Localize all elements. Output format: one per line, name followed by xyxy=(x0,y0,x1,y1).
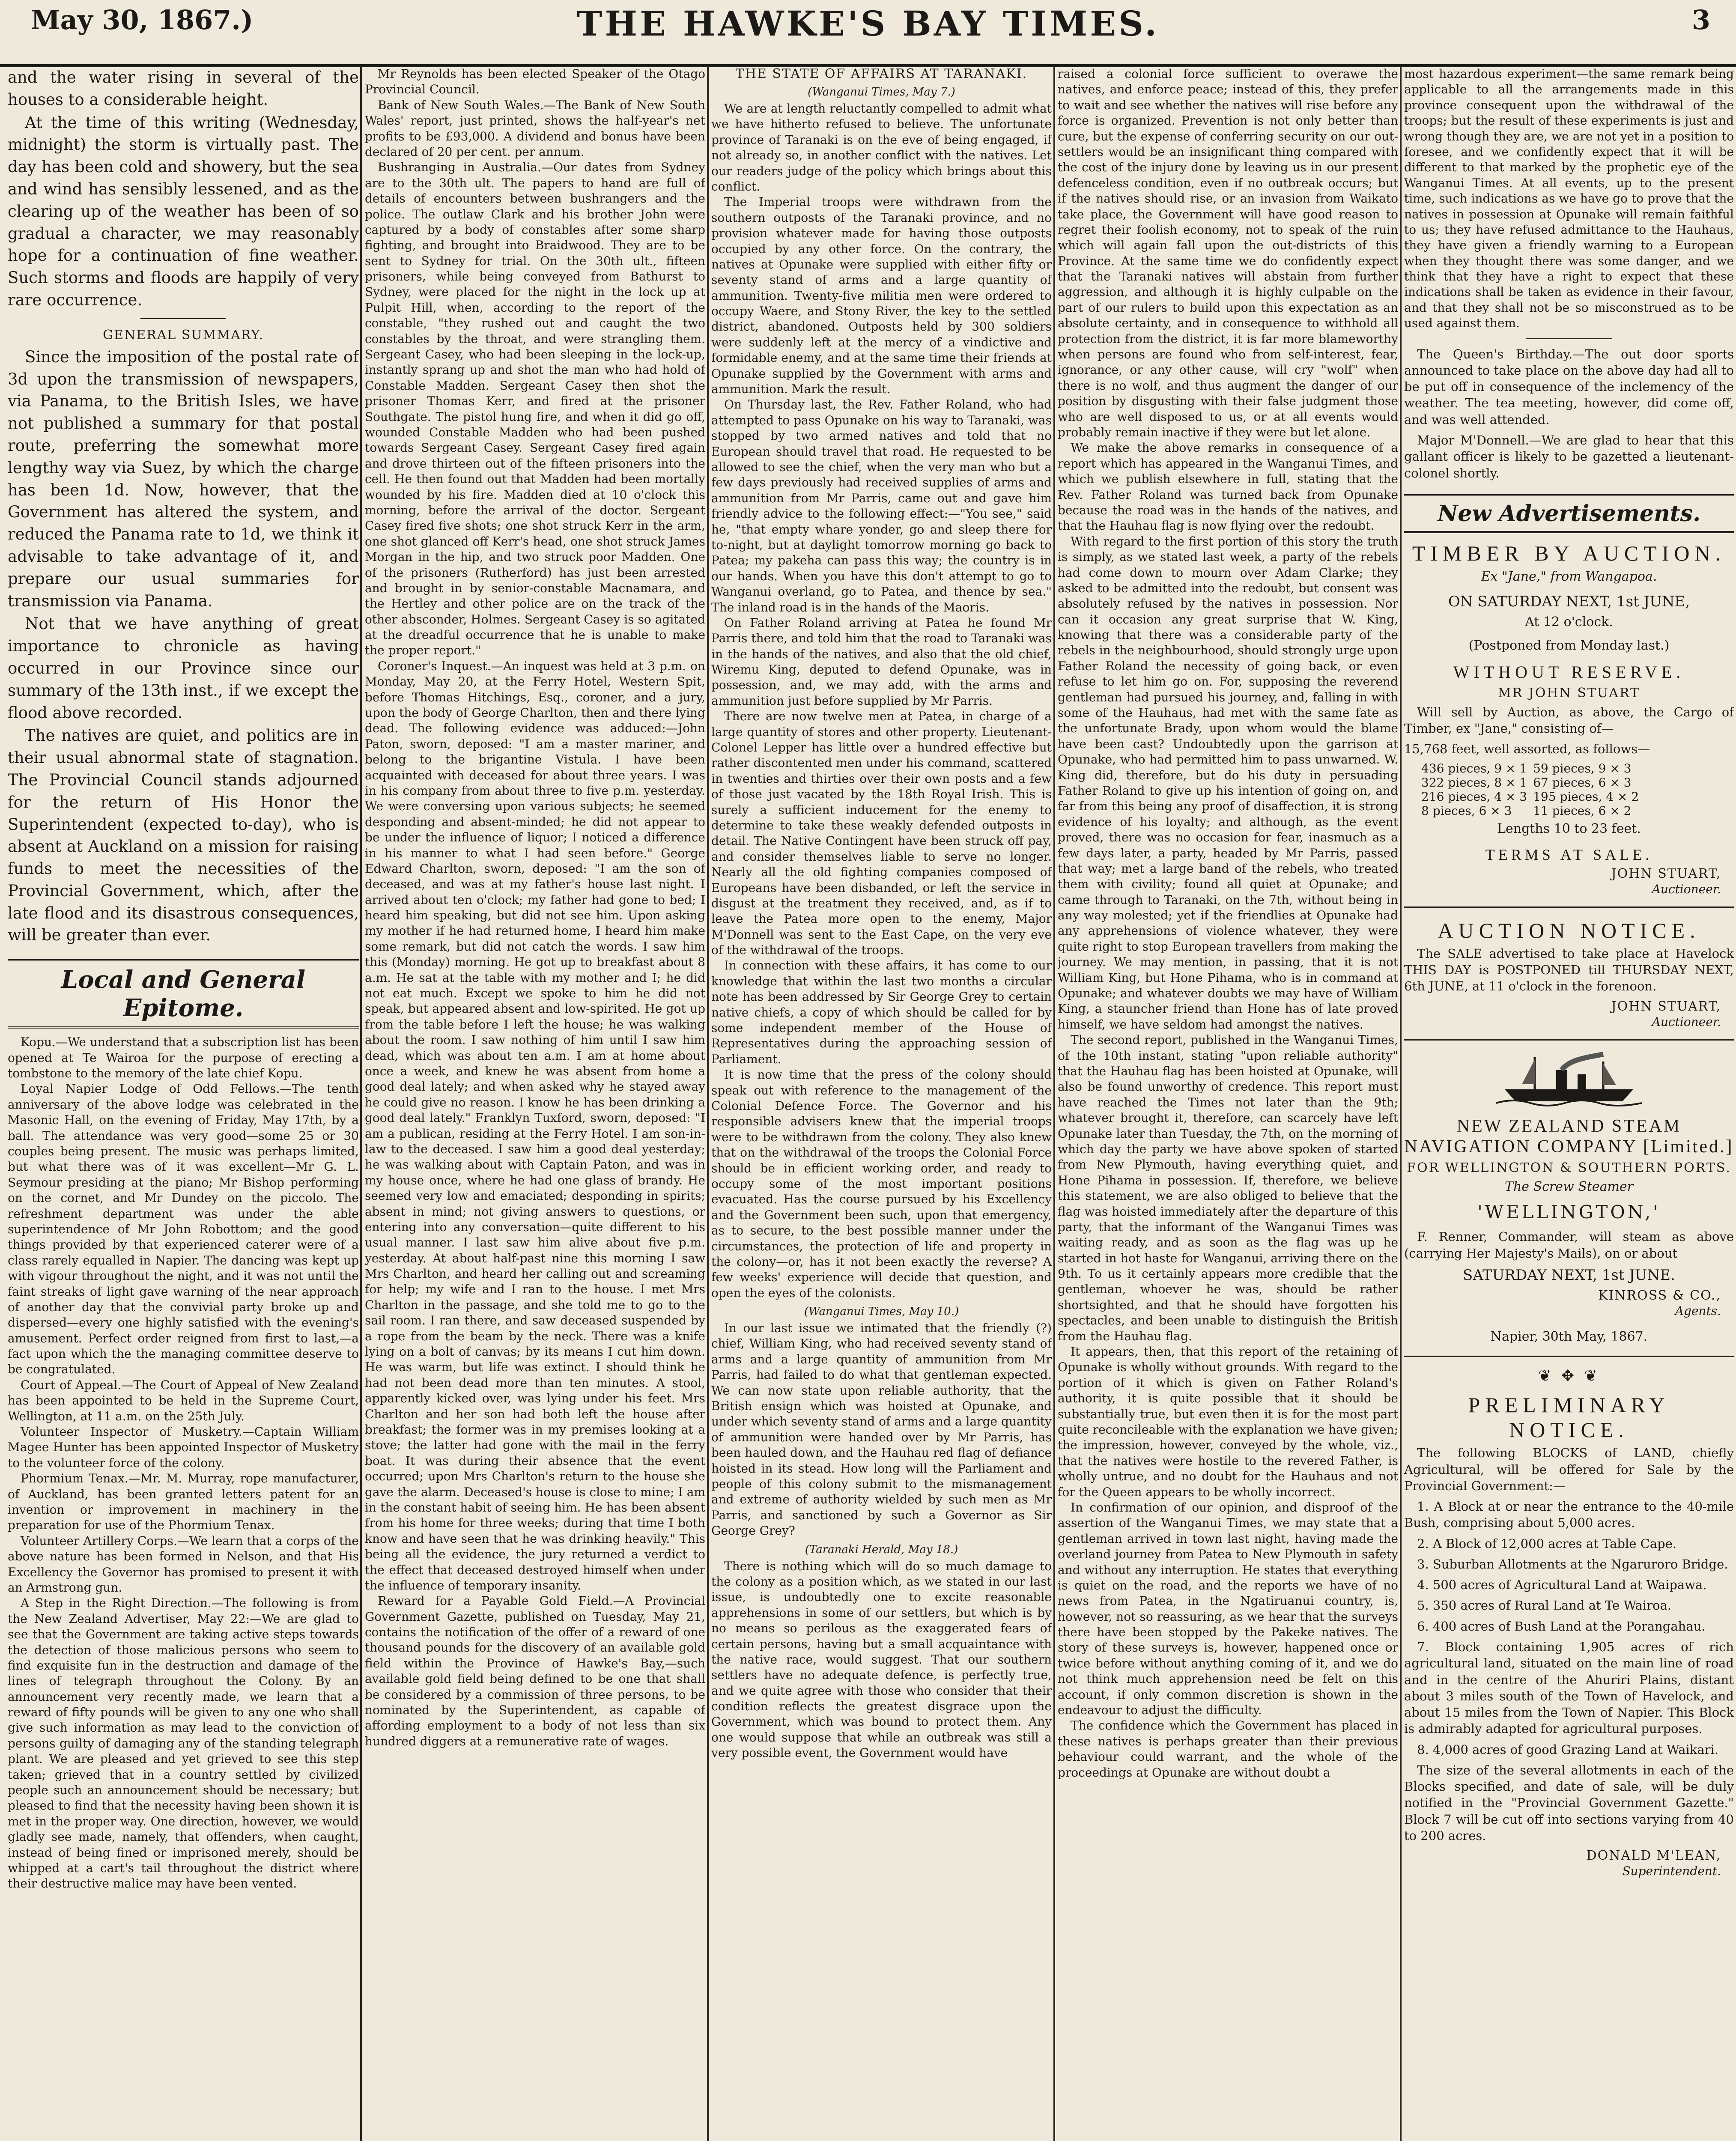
timber-auction-ad xyxy=(1404,541,1734,896)
section-heading: Local and General Epitome. xyxy=(8,959,359,1029)
table-cell: 436 pieces, 9 × 1 xyxy=(1421,761,1527,776)
column-1 xyxy=(8,66,359,2141)
column-rule xyxy=(1053,66,1055,2141)
news-item: Coroner's Inquest.—An inquest was held at 3 p.m. on Monday, May 20, at the Ferry Hotel, Western Spit, before Thomas Hitchings, Esq., coroner, and a jury, upon the body of George Charlton, then and there lying dead. The following evidence was adduced:—John Paton, sworn, deposed: "I am a master mariner, and belong to the brigantine Vistula. I have been acquainted with deceased for about three years. I was in his company from about three to five p.m. yesterday. We were conversing upon various subjects; he seemed desponding and absent-minded; he did not appear to be under the influence of liquor; I noticed a difference in his manner to what I had seen before." George Edward Charlton, sworn, deposed: "I am the son of deceased, and was at my father's house last night. I arrived about ten o'clock; my father had gone to bed; I heard him speaking, but did not see him. Upon asking my mother if he had returned home, I heard him make some remark, but did not catch the words. I saw him this (Monday) morning. He got up to breakfast about 8 a.m. He sat at the table with my mother and I; he did not eat much. Except we spoke to him he did not speak, but appeared absent and low-spirited. He got up from the table before I left the house; he was walking about the room. I saw nothing of him until I saw him dead, which was about ten a.m. I am at home about once a week, and knew he was absent from home a good deal lately; and when asked why he stayed away he could give no reason. I know he has been drinking a good deal lately." Franklyn Tuxford, sworn, deposed: "I am a publican, residing at the Ferry Hotel. I am son-in-law to the deceased. I saw him a good deal yesterday; he was walking about with Captain Paton, and was in my house once, where he had one glass of brandy. He seemed very low and emaciated; desponding in spirits; absent in mind; not giving answers to questions, or entering into any conversation—quite different to his usual manner. I last saw him alive about five p.m. yesterday. At about half-past nine this morning I saw Mrs Charlton, and heard her calling out and screaming for help; my wife and I ran to the house. I met Mrs Charlton in the passage, and she told me to go to the sail room. I ran there, and saw deceased suspended by a rope from the beam by the neck. There was a knife lying on a bolt of canvas; by its means I cut him down. He was warm, but life was extinct. I should think he had not been dead more than ten minutes. A stool, apparently kicked over, was lying under his feet. Mrs Charlton and her son had both left the house after breakfast; the former was in my premises looking at a stove; the latter had gone with the mail in the ferry boat. It was during their absence that the event occurred; upon Mrs Charlton's return to the house she gave the alarm. Deceased's house is close to mine; I am in the constant habit of seeing him. He has been absent from his home for three weeks; during that time I both know and have seen that he was drinking heavily." This being all the evidence, the jury returned a verdict to the effect that deceased destroyed himself when under the influence of temporary insanity. xyxy=(365,659,705,1592)
table-row xyxy=(1421,761,1645,775)
article-paragraph: In our last issue we intimated that the friendly (?) chief, William King, who had received seventy stand of arms and a large quantity of ammunition from Mr Parris, had failed to do what that gentleman expected. We can now state upon reliable authority, that the British ensign which was hoisted at Opunake, and under which seventy stand of arms and a large quantity of ammunition were handed over by Mr Parris, has been hauled down, and the Hauhau red flag of defiance hoisted in its stead. How long will the Parliament and people of this colony submit to the mismanagement and extreme of authority wielded by such men as Mr Parris, and sanctioned by such a Governor as Sir George Grey? xyxy=(711,1321,1052,1538)
table-cell: 322 pieces, 8 × 1 xyxy=(1421,775,1527,790)
divider xyxy=(1526,338,1612,339)
list-item: 8. 4,000 acres of good Grazing Land at Waikari. xyxy=(1417,1742,1719,1757)
article-paragraph: The confidence which the Government has placed in these natives is perhaps greater than their previous behaviour could warrant, and the whole of the proceedings at Opunake are without doubt a xyxy=(1058,1718,1398,1780)
source-line: (Taranaki Herald, May 18.) xyxy=(805,1543,958,1556)
article-paragraph: Not that we have anything of great importance to chronicle as having occurred in our Province since our summary of the 13th inst., if we except the flood above recorded. xyxy=(8,614,359,722)
ad-body: The size of the several allotments in each of the Blocks specified, and date of sale, will be duly notified in the "Provincial Government Gazette." Block 7 will be cut off into sections varying from 40 to 200 acres. xyxy=(1404,1762,1734,1843)
list-item: 3. Suburban Allotments at the Ngaruroro Bridge. xyxy=(1417,1557,1728,1571)
news-item: Mr Reynolds has been elected Speaker of the Otago Provincial Council. xyxy=(365,67,705,97)
ad-signature: JOHN STUART, xyxy=(1611,999,1721,1014)
article-heading: THE STATE OF AFFAIRS AT TARANAKI. xyxy=(735,66,1028,81)
article-paragraph: The natives are quiet, and politics are in their usual abnormal state of stagnation. The Provincial Council stands adjourned for the return of His Honor the Superintendent (expected to-day), who is absent at Auckland on a mission for raising funds to meet the necessities of the Provincial Government, which, after the late flood and its disastrous consequences, will be greater than ever. xyxy=(8,726,359,945)
article-paragraph: Since the imposition of the postal rate of 3d upon the transmission of newspapers, via Panama, to the British Isles, we have not published a summary for that postal route, preferring the somewhat more lengthy way via Suez, by which the charge has been 1d. Now, however, that the Government has altered the system, and reduced the Panama rate to 1d, we think it advisable to take advantage of it, and prepare our usual summaries for transmission via Panama. xyxy=(8,347,359,610)
news-item: Volunteer Artillery Corps.—We learn that a corps of the above nature has been formed in Nelson, and that His Excellency the Governor has promised to present it with an Armstrong gun. xyxy=(8,1533,359,1595)
news-item: Bushranging in Australia.—Our dates from Sydney are to the 30th ult. The papers to hand are full of details of encounters between bushrangers and the police. The outlaw Clark and his brother John were captured by a body of constables after some sharp fighting, and brought into Braidwood. They are to be sent to Sydney for trial. On the 30th ult., fifteen prisoners, while being conveyed from Bathurst to Sydney, were placed for the night in the lock up at Pulpit Hill, when, according to the report of the constable, "they rushed out and caught the two constables by the throat, and were strangling them. Sergeant Casey, who had been sleeping in the lock-up, instantly sprang up and shot the man who had hold of Constable Madden. Sergeant Casey then shot the prisoner Thomas Kerr, and fired at the prisoner Southgate. The pistol hung fire, and when it did go off, wounded Constable Madden who had been pushed towards Sergeant Casey. Sergeant Casey fired again and drove thirteen out of the fifteen prisoners into the cell. He then found out that Madden had been mortally wounded by his fire. Madden died at 10 o'clock this morning, before the arrival of the doctor. Sergeant Casey fired five shots; one shot struck Kerr in the arm, one shot glanced off Kerr's head, one shot struck James Morgan in the hip, and two struck poor Madden. One of the prisoners (Rutherford) has just been arrested and brought in by senior-constable Macnamara, and the Hertley and other police are on the track of the other absconder, Holmes. Sergeant Casey is so agitated at the dreadful occurrence that he is unable to make the proper report." xyxy=(365,160,705,658)
article-paragraph: In confirmation of our opinion, and disproof of the assertion of the Wanganui Times, we may state that a gentleman arrived in town last night, having made the overland journey from Patea to New Plymouth in safety and without any interruption. He states that everything is quiet on the road, and the reports we have of no news from Patea, in the Ngatiruanui country, is, however, not so reassuring, as we hear that the surveys there have been stopped by the Pakeke natives. The story of these surveys is, however, happened once or twice before without anything coming of it, and we do not think much apprehension need be felt on this account, if only common discretion is shown in the endeavour to adjust the difficulty. xyxy=(1058,1500,1398,1718)
article-paragraph: There is nothing which will do so much damage to the colony as a position which, as we stated in our last issue, is undoubtedly one to excite reasonable apprehensions in some of our settlers, but which is by no means so perilous as the exaggerated fears of certain persons, having but a small acquaintance with the native race, would suggest. That our southern settlers have no adequate defence, is perfectly true, and we quite agree with those who consider that their condition reflects the greatest disgrace upon the Government, which was bound to protect them. Any one would suppose that while an outbreak was still a very possible event, the Government would have xyxy=(711,1559,1052,1760)
ad-signature: DONALD M'LEAN, xyxy=(1586,1848,1721,1864)
article-paragraph: The second report, published in the Wanganui Times, of the 10th instant, stating "upon reliable authority" that the Hauhau flag has been hoisted at Opunake, will also be found unworthy of credence. This report must have reached the Times not later than the 9th; whatever brought it, therefore, can scarcely have left Opunake later than Tuesday, the 7th, on the morning of which day the party we have above spoken of started from New Plymouth, having everything quiet, and Hone Pihama in possession. If, therefore, we believe this statement, we are also obliged to believe that the flag was hoisted immediately after the departure of this party, that the informant of the Wanganui Times was waiting ready, and as soon as the flag was up he started in hot haste for Wanganui, arriving there on the 9th. To us it certainly appears more credible that the gentleman, whoever he was, should be rather shortsighted, and that he should have forgotten his spectacles, and been unable to distinguish the British from the Hauhau flag. xyxy=(1058,1033,1398,1343)
ad-dateline: Napier, 30th May, 1867. xyxy=(1490,1329,1648,1344)
ad-note: Lengths 10 to 23 feet. xyxy=(1497,821,1641,837)
ad-signature-role: Auctioneer. xyxy=(1652,1014,1721,1029)
issue-date: May 30, 1867.) xyxy=(31,4,254,36)
ad-body: F. Renner, Commander, will steam as above (carrying Her Majesty's Mails), on or about xyxy=(1404,1229,1734,1261)
article-paragraph: On Father Roland arriving at Patea he found Mr Parris there, and told him that the road to Taranaki was in the hands of the natives, and also that the old chief, Wiremu King, deputed to defend Opunake, was in possession, and, we may add, with the arms and ammunition just before supplied by Mr Parris. xyxy=(711,615,1052,708)
list-item: 4. 500 acres of Agricultural Land at Waipawa. xyxy=(1417,1577,1707,1592)
news-item: Major M'Donnell.—We are glad to hear that this gallant officer is likely to be gazetted a lieutenant-colonel shortly. xyxy=(1404,432,1734,480)
article-paragraph: With regard to the first portion of this story the truth is simply, as we stated last week, a party of the rebels had come down to mourn over Adam Clarke; they asked to be admitted into the redoubt, but consent was absolutely refused by the natives in possession. Nor can it occasion any great surprise that W. King, knowing that there was a considerable party of the rebels in the neighbourhood, should strongly urge upon Father Roland the necessity of going back, or even refuse to let him go on. For, supposing the reverend gentleman had pursued his journey, and, falling in with some of the Hauhaus, had met with the same fate as the unfortunate Brady, upon whom would the blame have been cast? Undoubtedly upon the garrison at Opunake, who had permitted him to pass unwarned. W. King did, therefore, but do his duty in persuading Father Roland to give up his intention of going on, and far from this being any proof of disaffection, it is strong evidence of his loyalty; and although, as the event proved, there was no occasion for fear, inasmuch as a few days later, a party, headed by Mr Parris, passed that way; met a large band of the rebels, who treated them with civility; found all quiet at Opunake; and came through to Taranaki, on the 7th, without being in any way molested; yet if the friendlies at Opunake had any apprehensions of violence whatever, they were quite right to stop European travellers from making the journey. We may mention, in passing, that it is not William King, but Hone Pihama, who is in command at Opunake; and whatever doubts we may have of William King, a stauncher friend than Hone has of late proved himself, we have seldom had amongst the natives. xyxy=(1058,534,1398,1032)
table-cell: 216 pieces, 4 × 3 xyxy=(1421,790,1527,804)
news-item: Phormium Tenax.—Mr. M. Murray, rope manufacturer, of Auckland, has been granted letters patent for an invention or improvement in machinery in the preparation for use of the Phormium Tenax. xyxy=(8,1471,359,1533)
article-paragraph: We make the above remarks in consequence of a report which has appeared in the Wanganui Times, and which we publish elsewhere in full, stating that the Rev. Father Roland was turned back from Opunake because the road was in the hands of the natives, and that the Hauhau flag is now flying over the redoubt. xyxy=(1058,441,1398,533)
ad-signature: KINROSS & CO., xyxy=(1598,1288,1721,1303)
news-item: A Step in the Right Direction.—The following is from the New Zealand Advertiser, May 22:—We are glad to see that the Government are taking active steps towards the detection of those malicious persons who seem to find exquisite fun in the destruction and damage of the lines of telegraph throughout the Colony. By an announcement very recently made, we learn that a reward of fifty pounds will be given to any one who shall give such information as may lead to the conviction of persons guilty of damaging any of the standing telegraph plant. We are pleased and yet grieved to see this step taken; grieved that in a country settled by civilized people such an announcement should be necessary; but pleased to find that the necessity having been shown it is met in the proper way. One direction, however, we would gladly see made, namely, that offenders, when caught, instead of being fined or imprisoned merely, should be whipped at a cart's tail throughout the district where their destructive malice may have been vented. xyxy=(8,1596,359,1891)
article-paragraph: It appears, then, that this report of the retaining of Opunake is wholly without grounds. With regard to the portion of it which is given on Father Roland's authority, it is quite possible that it should be substantially true, but even then it is for the most part quite reconcileable with the explanation we have given; the impression, however, conveyed by the whole, viz., that the natives were hostile to the revered Father, is wholly untrue, and no doubt for the Hauhaus and not for the Queen appears to be wholly incorrect. xyxy=(1058,1345,1398,1499)
news-item: The Queen's Birthday.—The out door sports announced to take place on the above day had all to be put off in consequence of the inclemency of the weather. The tea meeting, however, did come off, and was well attended. xyxy=(1404,346,1734,427)
ad-body: The following BLOCKS of LAND, chiefly Agricultural, will be offered for Sale by the Provincial Government:— xyxy=(1404,1446,1734,1493)
list-item: 1. A Block at or near the entrance to the 40-mile Bush, comprising about 5,000 acres. xyxy=(1404,1499,1734,1530)
article-paragraph: and the water rising in several of the houses to a considerable height. xyxy=(8,68,359,109)
ornament-icon: ❦ ✥ ❦ xyxy=(1538,1367,1600,1385)
table-cell: 11 pieces, 6 × 2 xyxy=(1533,804,1632,818)
ad-auctioneer-head: MR JOHN STUART xyxy=(1497,686,1641,701)
masthead xyxy=(0,0,1736,67)
article-paragraph: At the time of this writing (Wednesday, midnight) the storm is virtually past. The day has been cold and showery, but the sea and wind has sensibly lessened, and as the clearing up of the weather has been of so gradual a character, we may reasonably hope for a continuation of fine weather. Such storms and floods are happily of very rare occurrence. xyxy=(8,113,359,309)
news-item: Court of Appeal.—The Court of Appeal of New Zealand has been appointed to be held in the Supreme Court, Wellington, at 11 a.m. on the 25th July. xyxy=(8,1378,359,1423)
article-paragraph: raised a colonial force sufficient to overawe the natives, and enforce peace; instead of this, they prefer to wait and see whether the natives will rise before any force is organized. Prevention is not only better than cure, but the expense of conferring security on our out-settlers would be an insignificant thing compared with the cost of the injury done by leaving us in our present defenceless condition, even if no outbreak occurs; but if the natives should rise, or an invasion from Waikato take place, the Government will have good reason to regret their foolish economy, not to speak of the ruin which will again fall upon the out-districts of this Province. At the same time we do confidently expect that the Taranaki natives will abstain from further aggression, and although it is highly culpable on the part of our rulers to build upon this expectation as an absolute certainty, and in consequence to withhold all protection from the district, it is far more blameworthy when persons are found who from self-interest, fear, ignorance, or any other cause, will cry "wolf" when there is no wolf, and thus augment the danger of our position by disgusting with their false judgment those who are well disposed to us, or at all events would probably remain inactive if they were but let alone. xyxy=(1058,67,1398,439)
news-item: Reward for a Payable Gold Field.—A Provincial Government Gazette, published on Tuesday, May 21, contains the notification of the offer of a reward of one thousand pounds for the discovery of an available gold field within the Province of Hawke's Bay,—such available gold field being defined to be one that shall be considered by a commission of three persons, to be nominated by the Superintendent, as capable of affording employment to a body of not less than six hundred diggers at a remunerative rate of wages. xyxy=(365,1594,705,1748)
article-paragraph: On Thursday last, the Rev. Father Roland, who had attempted to pass Opunake on his way to Taranaki, was stopped by two armed natives and told that no European should travel that road. He requested to be allowed to see the chief, when the very man who but a few days previously had received supplies of arms and ammunition from Mr Parris, came out and gave him friendly advice to the following effect:—"You see," said he, "that empty whare yonder, go and sleep there for to-night, but at daylight tomorrow morning go back to Patea; my pakeha can pass this way; the country is in our hands. When you have this don't attempt to go to Wanganui overland, go to Patea, and thence by sea." The inland road is in the hands of the Maoris. xyxy=(711,397,1052,614)
divider xyxy=(1404,906,1734,908)
list-item: 7. Block containing 1,905 acres of rich agricultural land, situated on the main line of road and in the centre of the Ahuriri Plains, distant about 3 miles south of the Town of Havelock, and about 15 miles from the Town of Napier. This Block is admirably adapted for agricultural purposes. xyxy=(1404,1640,1734,1736)
table-row xyxy=(1421,790,1645,804)
ad-body: Will sell by Auction, as above, the Cargo of Timber, ex "Jane," consisting of— xyxy=(1404,704,1734,736)
ad-date: SATURDAY NEXT, 1st JUNE. xyxy=(1463,1266,1675,1284)
ad-body: 15,768 feet, well assorted, as follows— xyxy=(1404,742,1650,757)
column-rule xyxy=(360,66,362,2141)
ad-title: AUCTION NOTICE. xyxy=(1438,918,1700,942)
table-cell: 59 pieces, 9 × 3 xyxy=(1533,761,1632,776)
section-heading: GENERAL SUMMARY. xyxy=(103,327,264,343)
column-rule xyxy=(1400,66,1402,2141)
divider xyxy=(1404,1356,1734,1357)
ad-signature-role: Agents. xyxy=(1675,1303,1721,1318)
table-cell: 67 pieces, 6 × 3 xyxy=(1533,775,1632,790)
news-item: Volunteer Inspector of Musketry.—Captain William Magee Hunter has been appointed Inspector of Musketry to the volunteer force of the colony. xyxy=(8,1425,359,1470)
divider xyxy=(140,318,226,319)
article-paragraph: There are now twelve men at Patea, in charge of a large quantity of stores and other property. Lieutenant-Colonel Lepper has little over a hundred effective but rather discontented men under his command, scattered in twenties and thirties over their own posts and a few of those just vacated by the 18th Royal Irish. This is surely a sufficient inducement for the enemy to determine to take these weakly defended outposts in detail. The Native Contingent have been struck off pay, and consider themselves liable to serve no longer. Nearly all the old fighting companies composed of Europeans have been disbanded, or left the service in disgust at the treatment they received, and, as if to leave the Patea more open to the enemy, Major M'Donnell was sent to the East Cape, on the very eve of the withdrawal of the troops. xyxy=(711,709,1052,957)
source-line: (Wanganui Times, May 7.) xyxy=(808,86,955,98)
ad-title: PRELIMINARY NOTICE. xyxy=(1468,1393,1670,1442)
column-2 xyxy=(365,66,705,2141)
list-item: 2. A Block of 12,000 acres at Table Cape. xyxy=(1417,1536,1677,1551)
ad-note: (Postponed from Monday last.) xyxy=(1468,638,1670,653)
source-line: (Wanganui Times, May 10.) xyxy=(804,1305,959,1318)
advertisements-heading: New Advertisements. xyxy=(1404,494,1734,533)
article-paragraph: We are at length reluctantly compelled to admit what we have hitherto refused to believe. The unfortunate province of Taranaki is on the eve of being engaged, if not already so, in another conflict with the natives. Let our readers judge of the policy which brings about this conflict. xyxy=(711,101,1052,194)
article-paragraph: It is now time that the press of the colony should speak out with reference to the management of the Colonial Defence Force. The Governor and his responsible advisers knew that the imperial troops were to be withdrawn from the colony. They also knew that on the withdrawal of the troops the Colonial Force should be in efficient working order, and ready to occupy some of the most important positions evacuated. Has the course pursued by his Excellency and the Government been such, upon that emergency, as to secure, to the best possible manner under the circumstances, the protection of life and property in the colony—or, has it not been exactly the reverse? A few weeks' experience will decide that question, and open the eyes of the colonists. xyxy=(711,1068,1052,1300)
ad-date: ON SATURDAY NEXT, 1st JUNE, xyxy=(1448,593,1690,611)
ship-name: 'WELLINGTON,' xyxy=(1477,1201,1661,1223)
table-cell: 8 pieces, 6 × 3 xyxy=(1421,804,1512,818)
news-item: Kopu.—We understand that a subscription list has been opened at Te Wairoa for the purpose of erecting a tombstone to the memory of the late chief Kopu. xyxy=(8,1035,359,1081)
column-rule xyxy=(707,66,709,2141)
ad-time: At 12 o'clock. xyxy=(1525,614,1613,630)
preliminary-notice-ad xyxy=(1404,1367,1734,1878)
ad-subtitle: Ex "Jane," from Wangapoa. xyxy=(1481,569,1657,584)
ad-body: The SALE advertised to take place at Havelock THIS DAY is POSTPONED till THURSDAY NEXT, 6th JUNE, at 11 o'clock in the forenoon. xyxy=(1404,946,1734,994)
article-paragraph: The Imperial troops were withdrawn from the southern outposts of the Taranaki province, and no provision whatever made for having those outposts occupied by any other force. On the contrary, the natives at Opunake were supplied with either fifty or seventy stand of arms and a large quantity of ammunition. Twenty-five militia men were ordered to occupy Waere, and Stony River, the key to the settled district, abandoned. Outposts held by 300 soldiers were suddenly left at the mercy of a vindictive and formidable enemy, and at the same time their friends at Opunake supplied by the Government with arms and ammunition. Mark the result. xyxy=(711,195,1052,397)
steamship-icon xyxy=(1404,1051,1734,1108)
column-5 xyxy=(1404,66,1734,2141)
list-item: 5. 350 acres of Rural Land at Te Wairoa. xyxy=(1417,1598,1672,1613)
ad-subtitle: The Screw Steamer xyxy=(1504,1179,1634,1195)
steam-navigation-ad xyxy=(1404,1051,1734,1346)
news-item: Bank of New South Wales.—The Bank of New South Wales' report, just printed, shows the half-year's net profits to be £93,000. A dividend and bonus have been declared of 20 per cent. per annum. xyxy=(365,98,705,159)
page-number: 3 xyxy=(1691,4,1710,36)
divider xyxy=(1404,1039,1734,1041)
ad-route: FOR WELLINGTON & SOUTHERN PORTS. xyxy=(1407,1160,1731,1175)
article-paragraph: In connection with these affairs, it has come to our knowledge that within the last two months a circular note has been addressed by Sir George Grey to certain native chiefs, a copy of which should be called for by some independent member of the House of Representatives during the approaching session of Parliament. xyxy=(711,958,1052,1066)
article-paragraph: most hazardous experiment—the same remark being applicable to all the arrangements made in this province consequent upon the withdrawal of the troops; but the result of these experiments is just and wrong though they are, we are not yet in a position to foresee, and we confidently expect that it will be different to that marked by the prophetic eye of the Wanganui Times. At all events, up to the present time, such indications as we have go to prove that the natives in possession at Opunake will remain faithful to us; they have refused admittance to the Hauhaus, they have given a friendly warning to a European when they thought there was some danger, and we think that they have a right to expect that these indications shall be taken as evidence in their favour, and that they shall not be so misconstrued as to be used against them. xyxy=(1404,67,1734,331)
newspaper-title: THE HAWKE'S BAY TIMES. xyxy=(576,3,1159,44)
table-cell: 195 pieces, 4 × 2 xyxy=(1533,790,1639,804)
column-3 xyxy=(711,66,1052,2141)
ad-terms: TERMS AT SALE. xyxy=(1485,846,1653,863)
column-4 xyxy=(1058,66,1398,2141)
table-row xyxy=(1421,804,1645,818)
list-item: 6. 400 acres of Bush Land at the Porangahau. xyxy=(1417,1619,1706,1634)
ad-title: TIMBER BY AUCTION. xyxy=(1412,541,1726,565)
timber-table xyxy=(1421,761,1645,818)
ad-signature-role: Auctioneer. xyxy=(1652,882,1721,896)
table-row xyxy=(1421,775,1645,790)
ad-reserve: WITHOUT RESERVE. xyxy=(1453,662,1685,682)
ad-title: NEW ZEALAND STEAM NAVIGATION COMPANY [Limited.] xyxy=(1404,1116,1734,1157)
ad-signature: JOHN STUART, xyxy=(1611,866,1721,881)
news-item: Loyal Napier Lodge of Odd Fellows.—The tenth anniversary of the above lodge was celebrated in the Masonic Hall, on the evening of Friday, May 17th, by a ball. The attendance was very good—some 25 or 30 couples being present. The music was perhaps limited, but what there was of it was excellent—Mr G. L. Seymour presiding at the piano; Mr Bishop performing on the cornet, and Mr Dundey on the piccolo. The refreshment department was under the able superintendence of Mr John Robottom; and the good things provided by that experienced caterer were of a class rarely equalled in Napier. The dancing was kept up with vigour throughout the night, and it was not until the faint streaks of light gave warning of the near approach of another day that the convivial party broke up and dispersed—every one highly satisfied with the evening's amusement. Perfect order reigned from first to last,—a fact upon which the the managing committee deserve to be congratulated. xyxy=(8,1082,359,1377)
auction-notice-ad xyxy=(1404,918,1734,1029)
ad-signature-role: Superintendent. xyxy=(1622,1864,1721,1879)
